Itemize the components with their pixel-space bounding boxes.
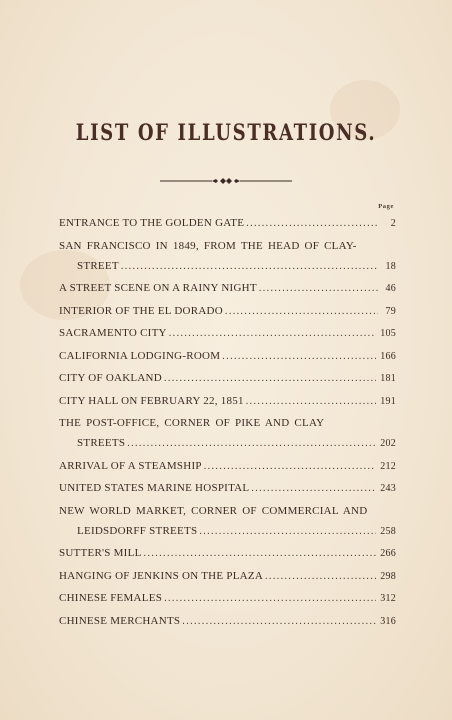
entry-line — [59, 566, 396, 587]
page-number: 316 — [380, 615, 396, 627]
ornamental-rule — [160, 176, 292, 186]
page-number: 166 — [380, 350, 396, 362]
entry-line — [59, 391, 396, 412]
page-number: 46 — [385, 283, 396, 294]
entry-line — [59, 368, 396, 389]
page-number: 2 — [390, 218, 396, 229]
list-item — [59, 413, 396, 454]
dot-leader — [246, 214, 378, 234]
dot-leader — [204, 457, 377, 477]
dot-leader — [251, 479, 376, 499]
page-number: 298 — [380, 570, 396, 582]
entry-title: THE POST-OFFICE, CORNER OF PIKE AND CLAY — [59, 417, 325, 429]
list-item — [59, 213, 396, 234]
entry-line — [59, 213, 396, 234]
page-number: 191 — [380, 395, 396, 407]
entry-line — [59, 278, 396, 299]
entry-line — [59, 543, 396, 564]
entry-title: STREETS — [77, 437, 126, 449]
page-number: 266 — [380, 548, 396, 559]
entry-title: ENTRANCE TO THE GOLDEN GATE — [59, 217, 245, 229]
list-item — [59, 501, 396, 542]
entry-line — [59, 501, 396, 521]
list-item — [59, 346, 396, 367]
page-number: 312 — [380, 593, 396, 604]
entry-title: UNITED STATES MARINE HOSPITAL — [59, 482, 250, 494]
entry-title: CHINESE FEMALES — [59, 592, 163, 604]
entry-title: NEW WORLD MARKET, CORNER OF COMMERCIAL AND — [59, 504, 368, 517]
entry-line — [59, 413, 396, 433]
entry-line — [59, 478, 396, 499]
entry-line — [59, 346, 396, 367]
list-item — [59, 588, 396, 609]
entry-title: ARRIVAL OF A STEAMSHIP — [59, 459, 202, 472]
entry-line — [59, 323, 396, 344]
entry-line — [59, 611, 396, 632]
list-item — [59, 543, 396, 564]
dot-leader — [164, 589, 376, 609]
dot-leader — [164, 369, 376, 389]
list-item — [59, 611, 396, 632]
entry-title: INTERIOR OF THE EL DORADO — [59, 304, 223, 317]
page-number: 181 — [380, 373, 396, 384]
entry-title: CALIFORNIA LODGING-ROOM — [59, 349, 221, 362]
entry-title: HANGING OF JENKINS ON THE PLAZA — [59, 569, 264, 582]
page-number: 79 — [385, 305, 396, 317]
page-number: 212 — [380, 460, 396, 472]
entry-title: STREET — [77, 259, 119, 272]
illustrations-list — [59, 213, 396, 632]
entry-title: A STREET SCENE ON A RAINY NIGHT — [59, 282, 257, 294]
list-item — [59, 391, 396, 412]
list-item — [59, 236, 396, 277]
page-number: 258 — [380, 525, 396, 537]
dot-leader — [144, 544, 377, 564]
dot-leader — [225, 302, 378, 322]
dot-leader — [121, 257, 378, 277]
dot-leader — [169, 324, 376, 344]
dot-leader — [127, 434, 376, 454]
page-number: 18 — [385, 260, 396, 272]
list-item — [59, 478, 396, 499]
entry-line — [59, 301, 396, 322]
entry-title: CHINESE MERCHANTS — [59, 614, 181, 627]
entry-title: LEIDSDORFF STREETS — [77, 524, 198, 537]
entry-title: SUTTER'S MILL — [59, 547, 142, 559]
dot-leader — [246, 392, 377, 412]
dot-leader — [265, 567, 376, 587]
page-number: 243 — [380, 483, 396, 494]
entry-line — [59, 433, 396, 454]
page-column-label: Page — [378, 203, 394, 210]
page-number: 202 — [380, 438, 396, 449]
list-item — [59, 566, 396, 587]
dot-leader — [199, 522, 376, 542]
entry-line — [59, 521, 396, 542]
page-title: LIST OF ILLUSTRATIONS. — [75, 120, 377, 146]
page-number: 105 — [380, 328, 396, 339]
entry-line — [59, 236, 396, 256]
entry-title: CITY OF OAKLAND — [59, 372, 162, 384]
list-item — [59, 456, 396, 477]
dot-leader — [259, 279, 378, 299]
list-item — [59, 368, 396, 389]
entry-line — [59, 256, 396, 277]
entry-title: CITY HALL ON FEBRUARY 22, 1851 — [59, 394, 244, 407]
entry-title: SACRAMENTO CITY — [59, 327, 167, 339]
list-item — [59, 301, 396, 322]
dot-leader — [182, 612, 376, 632]
list-item — [59, 323, 396, 344]
entry-title: SAN FRANCISCO IN 1849, FROM THE HEAD OF CLAY- — [59, 239, 357, 252]
entry-line — [59, 588, 396, 609]
dot-leader — [222, 347, 376, 367]
entry-line — [59, 456, 396, 477]
list-item — [59, 278, 396, 299]
